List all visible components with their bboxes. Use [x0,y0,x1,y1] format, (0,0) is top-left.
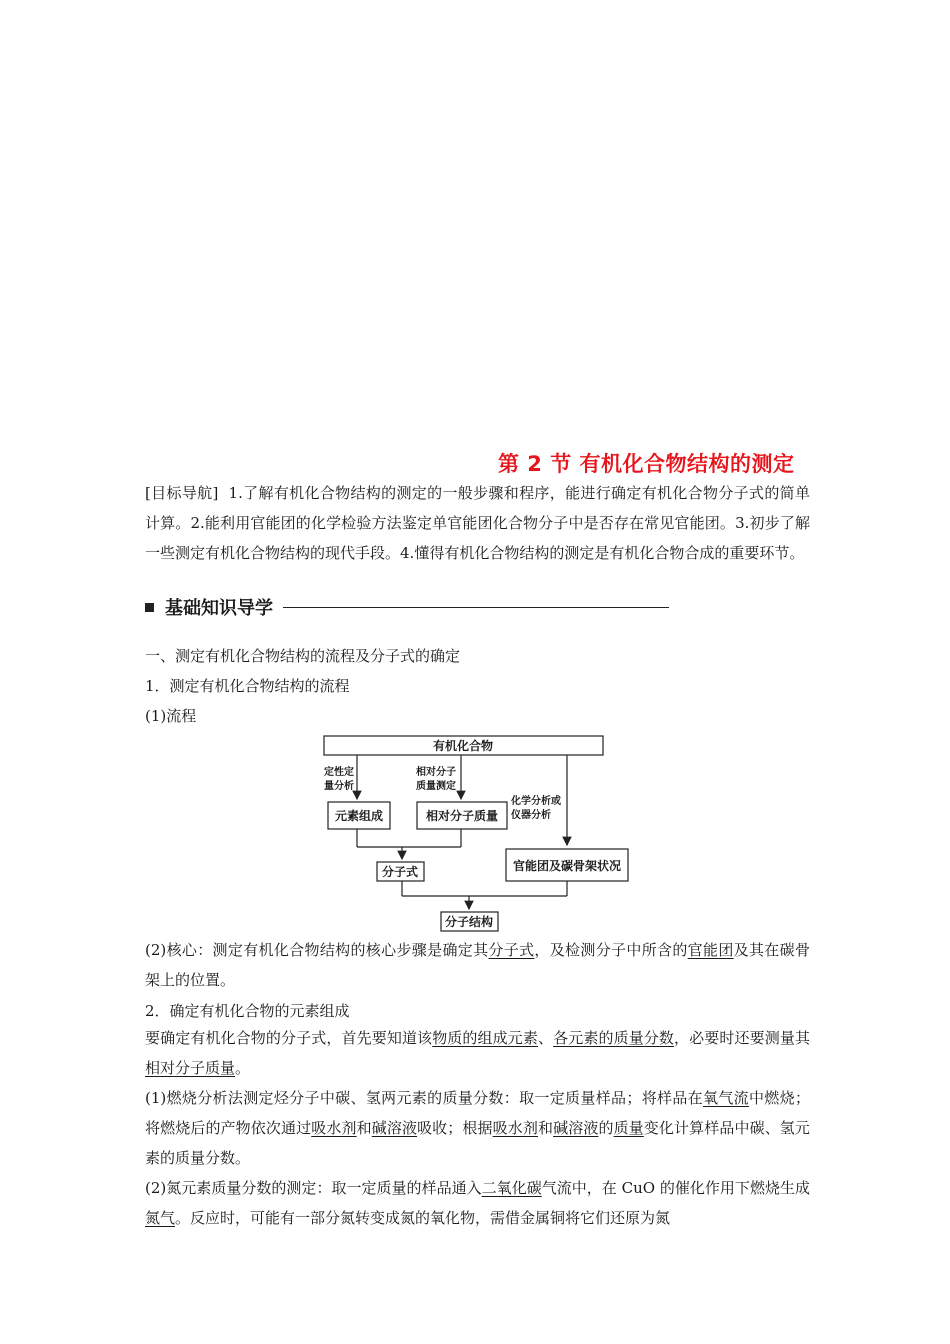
blank-answer: 分子式 [488,941,535,959]
label-organic-compound: 有机化合物 [432,739,494,753]
edge-label-mass-1: 相对分子 [416,767,456,778]
paragraph-nitrogen [145,1173,810,1233]
label-molecular-formula: 分子式 [381,865,419,879]
heading-2: 1．测定有机化合物结构的流程 [145,677,350,695]
blank-answer: 相对分子质量 [145,1059,236,1077]
blank-answer: 官能团 [687,941,734,959]
blank-answer: 碱溶液 [371,1119,418,1137]
paragraph-combustion [145,1083,810,1173]
label-molecular-mass: 相对分子质量 [425,809,499,823]
text: 吸收；根据 [417,1119,493,1137]
text: 和 [537,1119,554,1137]
text: 。 [235,1059,251,1077]
text: 的 [598,1119,614,1137]
goal-lead: [目标导航] [145,484,219,502]
page-title: 第 2 节 有机化合物结构的测定 [498,452,795,476]
heading-1: 一、测定有机化合物结构的流程及分子式的确定 [145,647,461,665]
sub-heading-flow: (1)流程 [145,707,197,725]
text: 、 [538,1029,554,1047]
label-functional-groups: 官能团及碳骨架状况 [512,859,622,873]
section-title: 基础知识导学 [165,598,273,619]
blank-answer: 氮气 [145,1209,176,1227]
blank-answer: 物质的组成元素 [432,1029,538,1047]
text: (2)氮元素质量分数的测定：取一定质量的样品通入 [145,1179,482,1197]
paragraph-composition [145,1023,810,1083]
edge-label-mass-2: 质量测定 [416,781,456,792]
text: 中燃烧；将燃烧后的产物依次通过 [145,1089,810,1137]
text: 气流中，在 CuO 的催化作用下燃烧生成 [541,1179,810,1197]
text: ，必要时还要测量其 [674,1029,810,1047]
text: 和 [356,1119,372,1137]
blank-answer: 氧气流 [703,1089,749,1107]
edge-label-qualitative-2: 量分析 [324,781,354,792]
text: 变化计算样品中碳、氢元素的质量分数。 [145,1119,810,1167]
paragraph-core [145,935,810,995]
edge-label-qualitative-1: 定性定 [324,767,354,778]
blank-answer: 二氧化碳 [481,1179,542,1197]
blank-answer: 质量 [613,1119,644,1137]
text: 及其在碳骨架上的位置。 [145,941,810,989]
edge-label-analysis-2: 仪器分析 [511,810,551,821]
text: 要确定有机化合物的分子式，首先要知道该 [145,1029,433,1047]
blank-answer: 吸水剂 [311,1119,357,1137]
goal-text: 1.了解有机化合物结构的测定的一般步骤和程序，能进行确定有机化合物分子式的简单计算。2.能利用官能团的化学检验方法鉴定单官能团化合物分子中是否存在常见官能团。3.初步了解一些测定有机化合物结构的现代手段。4.懂得有机化合物结构的测定是有机化合物合成的重要环节。 [145,484,810,562]
text: (2)核心：测定有机化合物结构的核心步骤是确定其 [145,941,489,959]
text: 。反应时，可能有一部分氮转变成氮的氧化物，需借金属铜将它们还原为氮 [175,1209,671,1227]
text: ，及检测分子中所含的 [534,941,688,959]
edge-label-analysis-1: 化学分析或 [511,796,561,807]
blank-answer: 碱溶液 [553,1119,599,1137]
label-element-composition: 元素组成 [334,809,384,823]
blank-answer: 各元素的质量分数 [553,1029,675,1047]
text: (1)燃烧分析法测定烃分子中碳、氢两元素的质量分数：取一定质量样品；将样品在 [145,1089,703,1107]
blank-answer: 吸水剂 [492,1119,538,1137]
heading-3: 2．确定有机化合物的元素组成 [145,1002,350,1020]
label-molecular-structure: 分子结构 [444,915,494,929]
